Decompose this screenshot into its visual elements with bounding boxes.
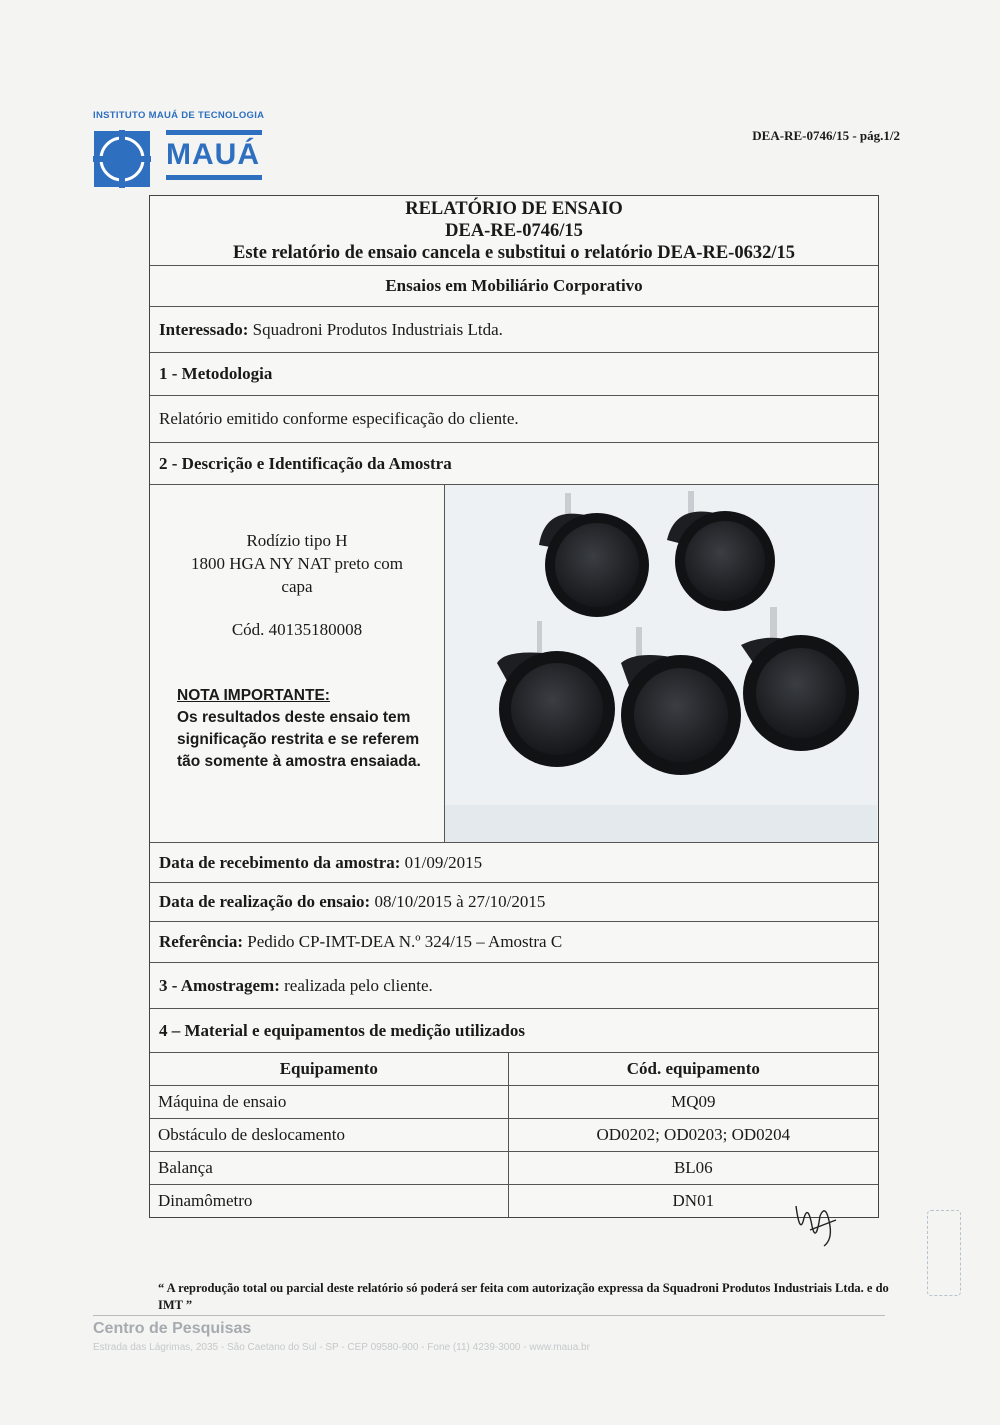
report-number: DEA-RE-0746/15 bbox=[445, 221, 583, 241]
amostra-line1: Rodízio tipo H bbox=[246, 531, 348, 550]
equipment-code: BL06 bbox=[508, 1152, 878, 1185]
referencia-row bbox=[150, 922, 878, 963]
nota-line: significação restrita e se referem bbox=[177, 731, 420, 748]
equipment-name: Obstáculo de deslocamento bbox=[150, 1119, 508, 1152]
metodologia-text: Relatório emitido conforme especificação do cliente. bbox=[150, 396, 878, 443]
table-row bbox=[150, 1119, 878, 1152]
report-title-block bbox=[150, 196, 878, 266]
equipment-name: Máquina de ensaio bbox=[150, 1086, 508, 1119]
equipment-table bbox=[150, 1053, 878, 1217]
signature-initials bbox=[790, 1196, 840, 1251]
stamp-mark bbox=[927, 1210, 961, 1296]
referencia-label: Referência: bbox=[159, 932, 244, 951]
amostragem-label: 3 - Amostragem: bbox=[159, 975, 280, 995]
amostragem-value: realizada pelo cliente. bbox=[284, 975, 433, 995]
material-heading: 4 – Material e equipamentos de medição utilizados bbox=[150, 1009, 878, 1053]
metodologia-heading: 1 - Metodologia bbox=[150, 353, 878, 396]
amostra-description bbox=[150, 485, 445, 842]
amostra-code: Cód. 40135180008 bbox=[231, 620, 363, 639]
sample-photo bbox=[445, 485, 878, 842]
amostragem-row bbox=[150, 963, 878, 1009]
footer-address: Estrada das Lágrimas, 2035 - São Caetano do Sul - SP - CEP 09580-900 - Fone (11) 4239-3000 - www.maua.br bbox=[93, 1342, 590, 1353]
reproduction-note: “ A reprodução total ou parcial deste relatório só poderá ser feita com autorização expressa da Squadroni Produtos Industriais Ltda. e do IMT ” bbox=[158, 1281, 889, 1312]
report-title: RELATÓRIO DE ENSAIO bbox=[405, 199, 623, 219]
equipment-code: DN01 bbox=[508, 1185, 878, 1218]
amostra-line2: 1800 HGA NY NAT preto com bbox=[190, 554, 403, 573]
realizacao-label: Data de realização do ensaio: bbox=[159, 892, 371, 911]
code-col-header: Cód. equipamento bbox=[508, 1053, 878, 1086]
maua-logo-icon bbox=[93, 130, 151, 188]
report-sheet bbox=[149, 195, 879, 1218]
document-reference: DEA-RE-0746/15 - pág.1/2 bbox=[752, 128, 900, 143]
table-row bbox=[150, 1086, 878, 1119]
report-subject: Ensaios em Mobiliário Corporativo bbox=[150, 266, 878, 307]
nota-line: Os resultados deste ensaio tem bbox=[177, 709, 411, 726]
interessado-value: Squadroni Produtos Industriais Ltda. bbox=[252, 319, 503, 339]
logo-text: MAUÁ bbox=[166, 138, 260, 171]
recebimento-value: 01/09/2015 bbox=[404, 852, 483, 872]
nota-line: tão somente à amostra ensaiada. bbox=[177, 753, 421, 770]
realizacao-value: 08/10/2015 à 27/10/2015 bbox=[374, 892, 546, 911]
realizacao-row bbox=[150, 883, 878, 922]
equipment-code: MQ09 bbox=[508, 1086, 878, 1119]
referencia-value: Pedido CP-IMT-DEA N.º 324/15 – Amostra C bbox=[247, 932, 563, 951]
equipment-col-header: Equipamento bbox=[150, 1053, 508, 1086]
maua-logo bbox=[166, 130, 262, 180]
report-cancels: Este relatório de ensaio cancela e substitui o relatório DEA-RE-0632/15 bbox=[233, 243, 795, 263]
footer-divider bbox=[93, 1315, 885, 1316]
interessado-label: Interessado: bbox=[159, 319, 249, 339]
equipment-code: OD0202; OD0203; OD0204 bbox=[508, 1119, 878, 1152]
equipment-name: Dinamômetro bbox=[150, 1185, 508, 1218]
recebimento-label: Data de recebimento da amostra: bbox=[159, 852, 401, 872]
table-row bbox=[150, 1185, 878, 1218]
interessado-row bbox=[150, 307, 878, 353]
institute-name: INSTITUTO MAUÁ DE TECNOLOGIA bbox=[93, 110, 265, 121]
caster-wheels-image bbox=[445, 485, 877, 842]
recebimento-row bbox=[150, 843, 878, 883]
equipment-name: Balança bbox=[150, 1152, 508, 1185]
centro-pesquisas: Centro de Pesquisas bbox=[93, 1320, 252, 1337]
nota-title: NOTA IMPORTANTE: bbox=[177, 687, 330, 704]
amostra-heading: 2 - Descrição e Identificação da Amostra bbox=[150, 443, 878, 485]
amostra-line3: capa bbox=[281, 577, 313, 596]
nota-importante bbox=[177, 685, 421, 773]
table-row bbox=[150, 1152, 878, 1185]
amostra-section bbox=[150, 485, 878, 843]
